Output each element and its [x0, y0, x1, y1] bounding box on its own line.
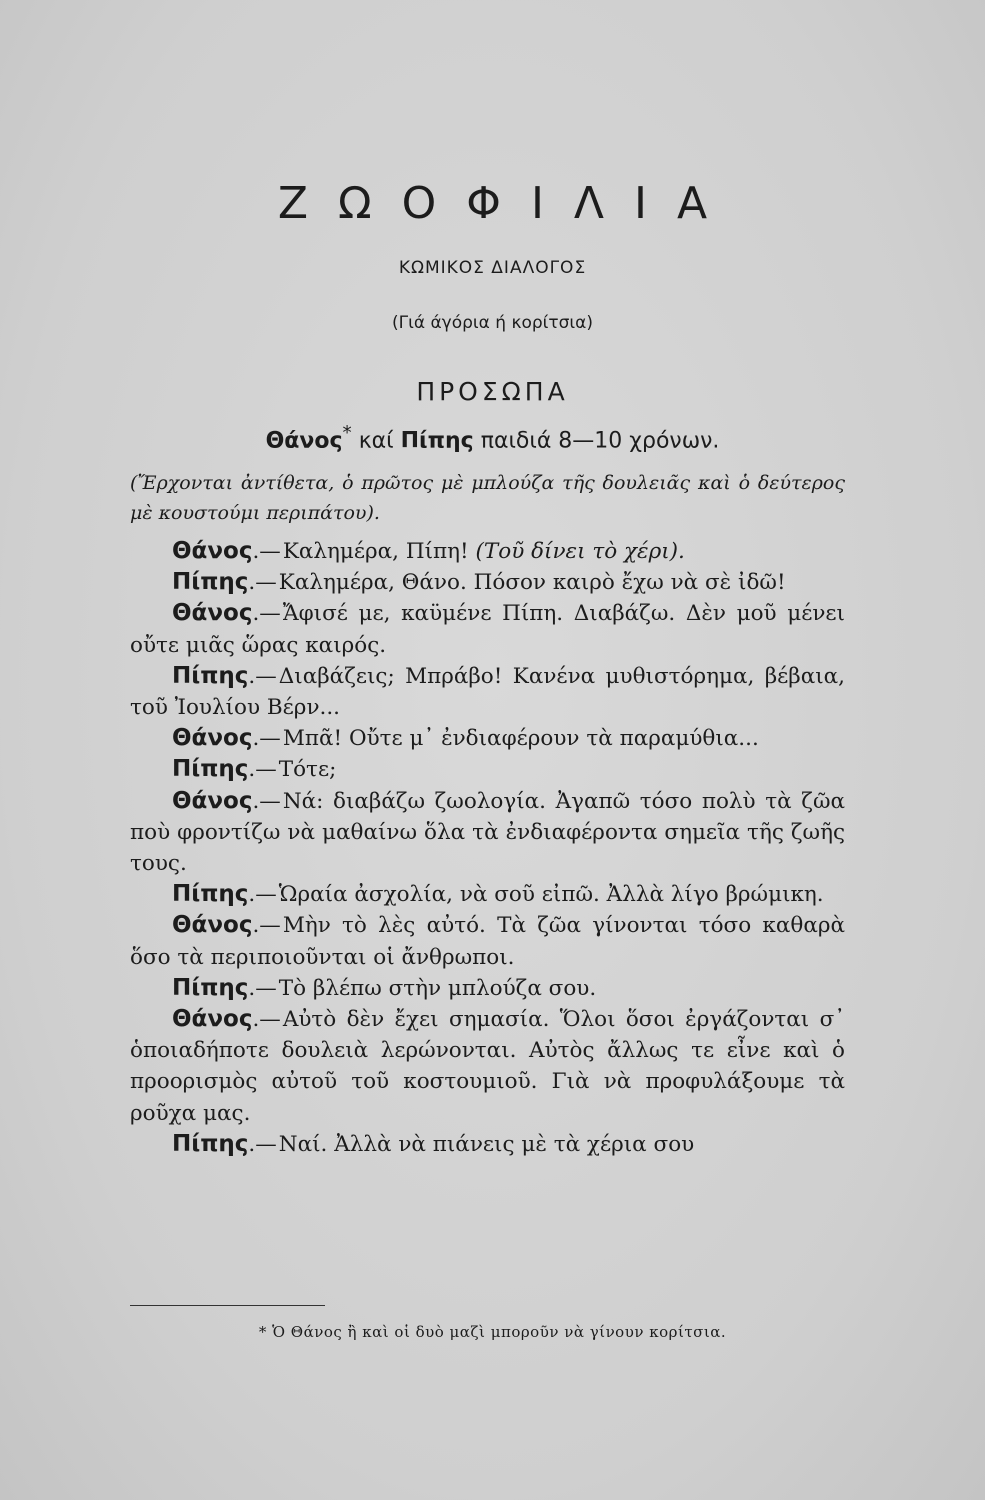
dialogue-line	[130, 723, 845, 754]
line-text: Τότε;	[278, 757, 337, 783]
speaker-name: Πίπης	[172, 1130, 249, 1157]
speaker-dash: .—	[252, 726, 281, 752]
dialogue-line	[130, 786, 845, 880]
speaker-dash: .—	[252, 913, 281, 939]
dialogue-line	[130, 754, 845, 785]
cast-description: παιδιά 8—10 χρόνων.	[480, 428, 720, 454]
line-text: Μὴν τὸ λὲς αὐτό. Τὰ ζῶα γίνονται τόσο καθαρὰ ὅσο τὰ περιποιοῦνται οἱ ἄνθρωποι.	[130, 913, 845, 970]
line-text: Ναί. Ἀλλὰ νὰ πιάνεις μὲ τὰ χέρια σου	[278, 1131, 695, 1157]
speaker-dash: .—	[252, 601, 281, 627]
line-text: Ὡραία ἀσχολία, νὰ σοῦ εἰπῶ. Ἀλλὰ λίγο βρώμικη.	[278, 882, 824, 908]
speaker-name: Θάνος	[172, 1006, 253, 1033]
speaker-name: Πίπης	[172, 756, 249, 783]
cast-list	[0, 423, 985, 453]
footnote-rule	[130, 1305, 325, 1306]
dialogue-line	[130, 567, 845, 598]
footnote: * Ὁ Θάνος ἢ καὶ οἱ δυὸ μαζὶ μποροῦν νὰ γίνουν κορίτσια.	[258, 1323, 727, 1341]
cast-speaker-1: Θάνος	[265, 428, 343, 454]
line-text: Νά: διαβάζω ζωολογία. Ἀγαπῶ τόσο πολὺ τὰ ζῶα ποὺ φροντίζω νὰ μαθαίνω ὅλα τὰ ἐνδιαφέροντα σημεῖα τῆς ζωῆς τους.	[130, 788, 845, 877]
speaker-name: Πίπης	[172, 569, 249, 596]
dialogue-line	[130, 1129, 845, 1160]
line-text: Καλημέρα, Πίπη!	[282, 539, 469, 564]
dialogue-line	[130, 598, 845, 660]
line-text: Τὸ βλέπω στὴν μπλούζα σου.	[278, 975, 597, 1001]
dialogue-line	[130, 536, 845, 567]
dialogue-line	[130, 910, 845, 972]
line-text: Ἄφισέ με, καϋμένε Πίπη. Διαβάζω. Δὲν μοῦ μένει οὔτε μιᾶς ὥρας καιρός.	[130, 601, 845, 658]
speaker-name: Θάνος	[172, 787, 253, 814]
play-title: ΖΩΟΦΙΛΙΑ	[277, 178, 738, 229]
speaker-name: Θάνος	[172, 600, 253, 627]
speaker-dash: .—	[252, 788, 281, 814]
line-text: Διαβάζεις; Μπράβο! Κανένα μυθιστόρημα, βέβαια, τοῦ Ἰουλίου Βέρν...	[130, 663, 845, 721]
persons-heading: ΠΡΟΣΩΠΑ	[416, 377, 569, 406]
speaker-dash: .—	[248, 570, 277, 596]
speaker-name: Πίπης	[172, 662, 249, 689]
line-text: Καλημέρα, Θάνο. Πόσον καιρὸ ἔχω νὰ σὲ ἰδῶ!	[278, 570, 786, 596]
play-subtitle: ΚΩΜΙΚΟΣ ΔΙΑΛΟΓΟΣ	[398, 258, 587, 278]
stage-direction: (Ἔρχονται ἀντίθετα, ὁ πρῶτος μὲ μπλούζα τῆς δουλειᾶς καὶ ὁ δεύτερος μὲ κουστούμι περιπάτου).	[130, 472, 845, 524]
speaker-name: Θάνος	[172, 912, 253, 939]
speaker-dash: .—	[248, 975, 277, 1001]
speaker-dash: .—	[248, 1131, 277, 1157]
line-text: Αὐτὸ δὲν ἔχει σημασία. Ὅλοι ὅσοι ἐργάζονται σ᾽ ὁποιαδήποτε δουλειὰ λερώνονται. Αὐτὸς ἄλλως τε εἶνε καὶ ὁ προορισμὸς αὐτοῦ τοῦ κοστουμιοῦ. Γιὰ νὰ προφυλάξουμε τὰ ροῦχα μας.	[130, 1007, 845, 1126]
speaker-dash: .—	[252, 539, 281, 564]
speaker-dash: .—	[248, 882, 277, 908]
speaker-name: Θάνος	[172, 725, 253, 752]
speaker-dash: .—	[248, 757, 277, 783]
speaker-name: Πίπης	[172, 974, 249, 1001]
dialogue-line	[130, 973, 845, 1004]
line-stage-direction: (Τοῦ δίνει τὸ χέρι).	[475, 539, 685, 564]
dialogue-line	[130, 661, 845, 723]
footnote-marker: *	[342, 423, 352, 444]
cast-connector: καί	[358, 428, 394, 454]
dialogue-line	[130, 879, 845, 910]
line-text: Μπᾶ! Οὔτε μ᾽ ἐνδιαφέρουν τὰ παραμύθια...	[282, 726, 759, 752]
speaker-dash: .—	[248, 663, 277, 689]
speaker-name: Πίπης	[172, 881, 249, 908]
cast-speaker-2: Πίπης	[400, 428, 474, 454]
audience-note: (Γιά άγόρια ή κορίτσια)	[391, 313, 594, 333]
speaker-dash: .—	[252, 1007, 281, 1033]
dialogue-line	[130, 1004, 845, 1129]
speaker-name: Θάνος	[172, 538, 253, 564]
dialogue	[130, 536, 845, 1160]
